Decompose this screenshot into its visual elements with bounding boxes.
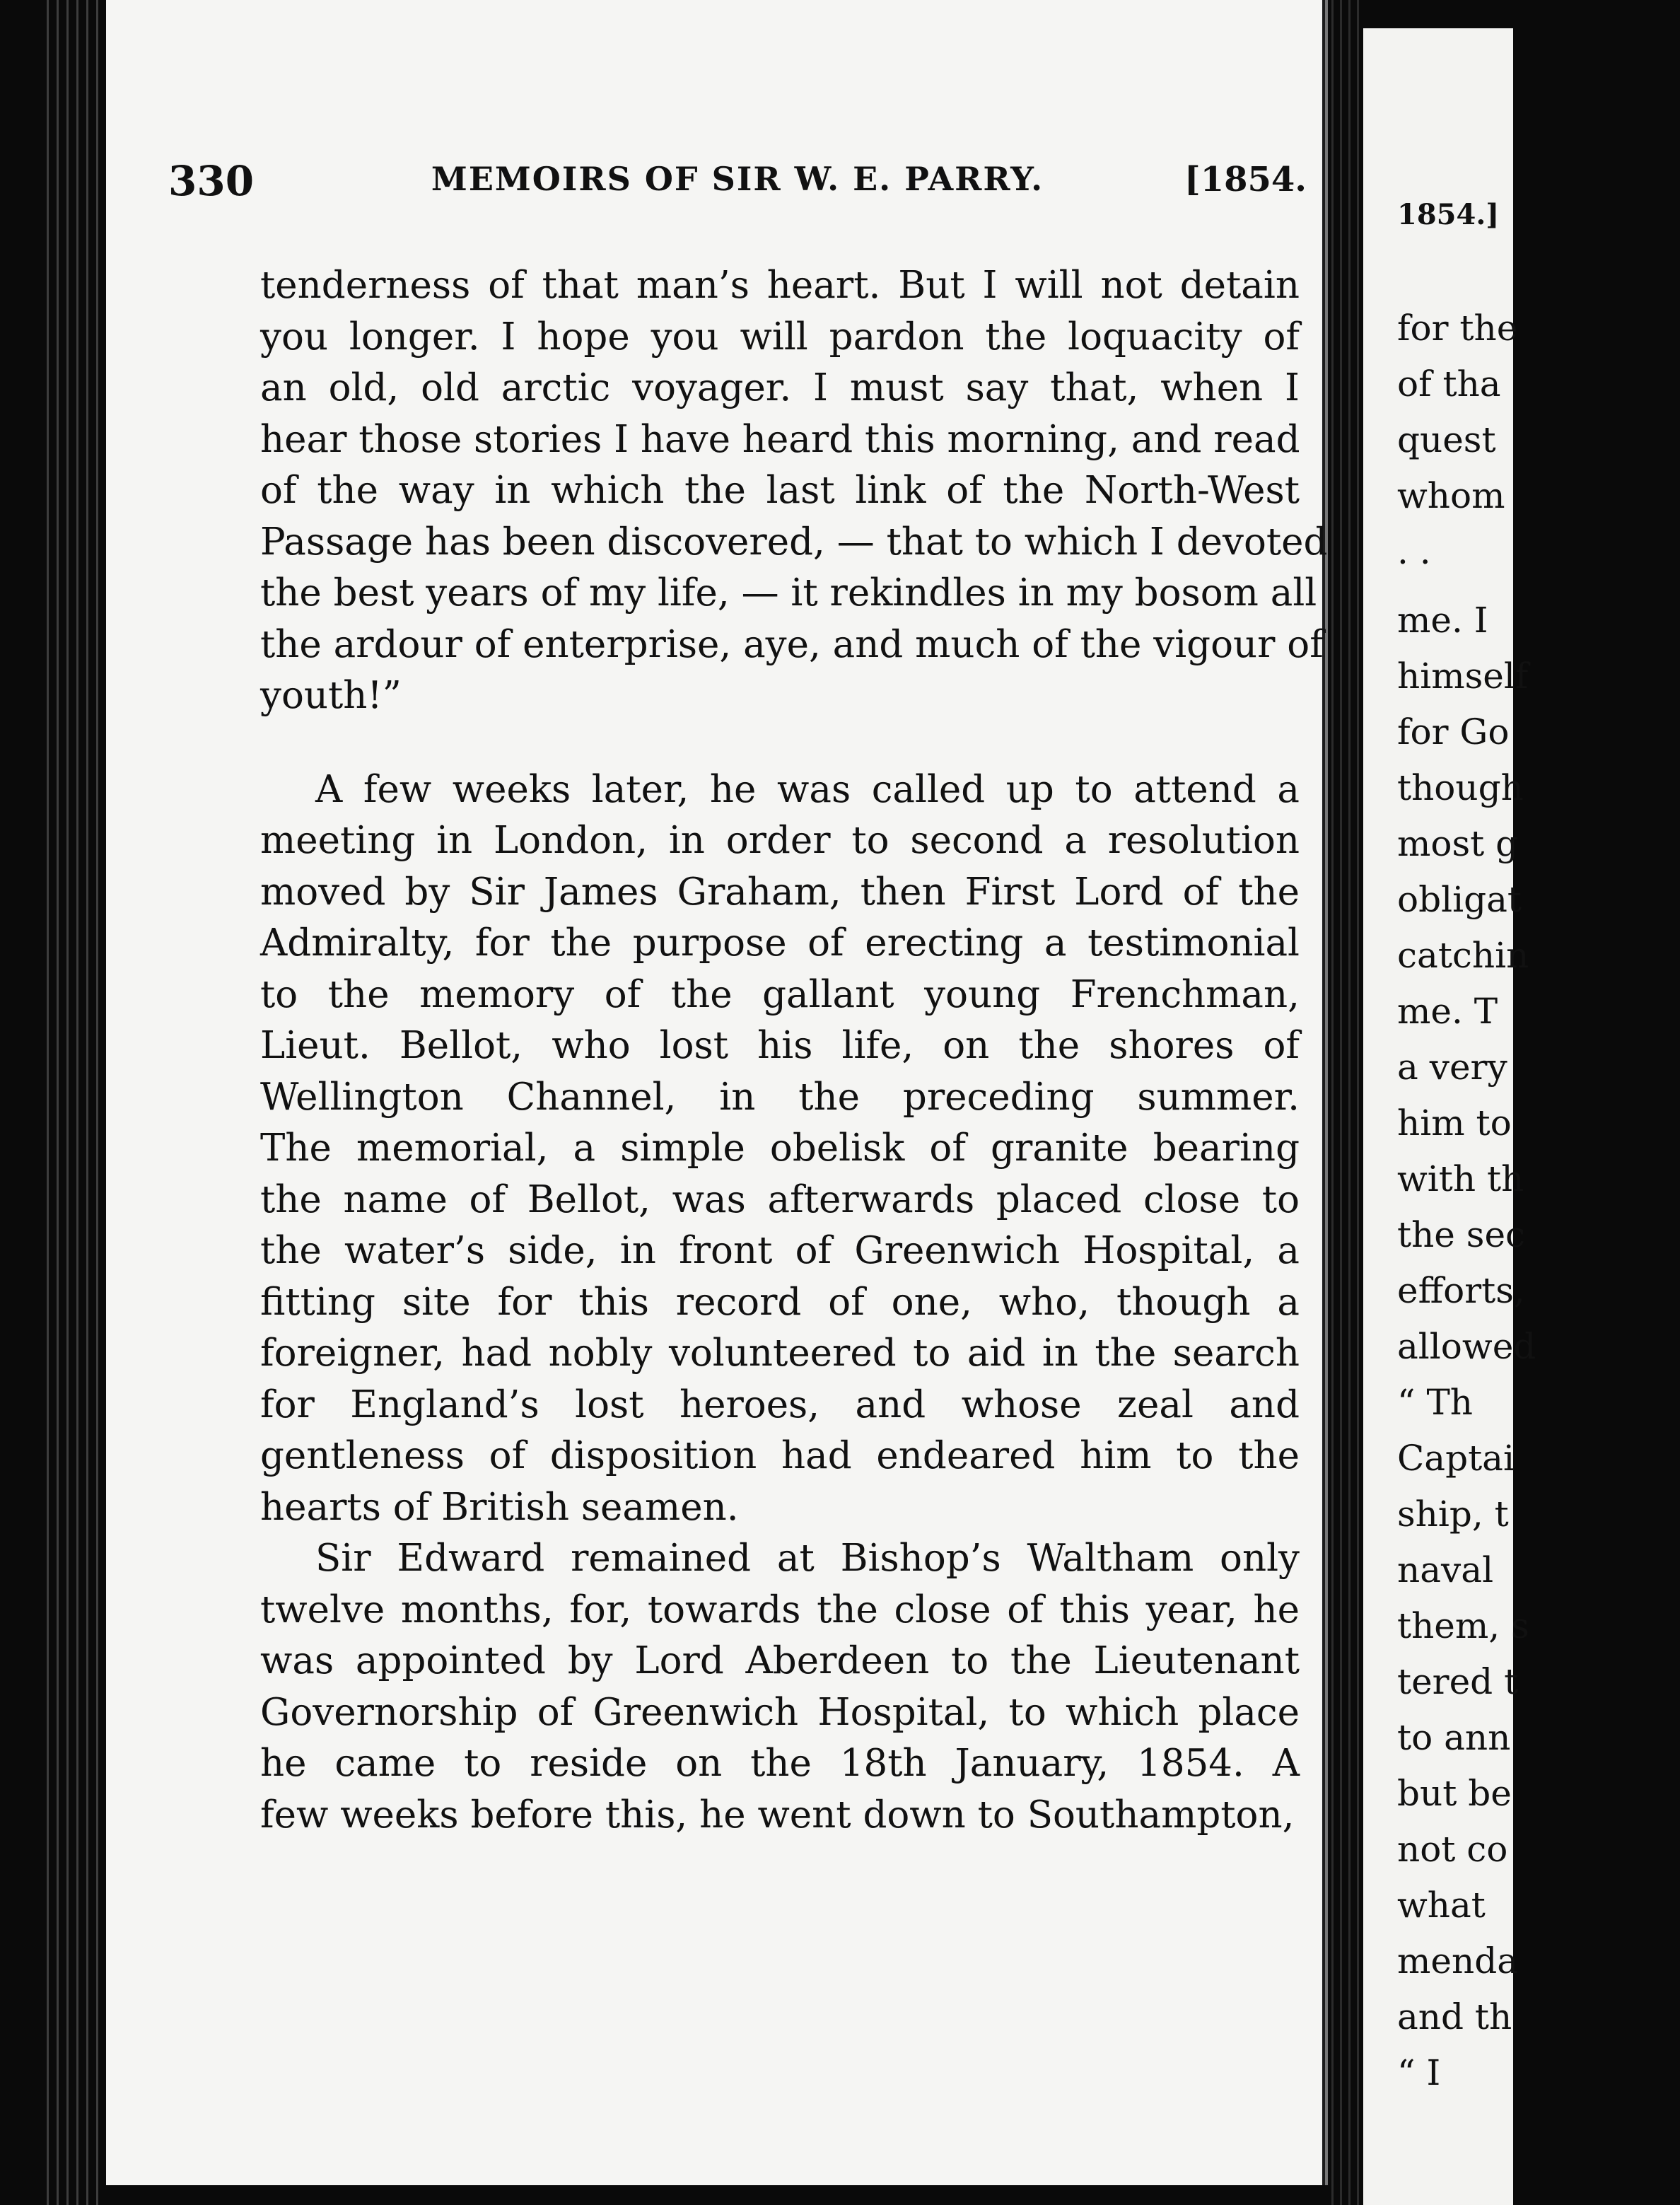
text-line: twelve months, for, towards the close of this year, he (260, 1588, 1300, 1631)
text-line: moved by Sir James Graham, then First Lord of the (260, 870, 1300, 914)
ellipsis-line: . . (1397, 531, 1431, 572)
text-line: though (1397, 767, 1524, 808)
text-line: but be (1397, 1773, 1512, 1814)
text-line: “ I (1397, 2052, 1441, 2093)
scan-left-edge-stripes (42, 0, 99, 2205)
text-line: them, s (1397, 1605, 1529, 1646)
text-line: gentleness of disposition had endeared him to the (260, 1434, 1300, 1477)
paragraph-2 (260, 764, 1300, 1534)
text-line: few weeks before this, he went down to Southampton, (260, 1793, 1295, 1837)
text-line: was appointed by Lord Aberdeen to the Lieutenant (260, 1639, 1300, 1682)
text-line: the name of Bellot, was afterwards placed close to (260, 1177, 1300, 1221)
text-line: “ Th (1397, 1382, 1474, 1423)
text-line: fitting site for this record of one, who, though a (260, 1280, 1300, 1324)
running-year: [1854. (1184, 160, 1307, 199)
text-line: to ann (1397, 1717, 1511, 1758)
text-line: Captai (1397, 1438, 1515, 1479)
text-line: what (1397, 1885, 1486, 1926)
text-line: of tha (1397, 363, 1501, 405)
text-line: catchin (1397, 935, 1529, 976)
text-line: the ardour of enterprise, aye, and much of the vigour of (260, 622, 1324, 666)
running-title: MEMOIRS OF SIR W. E. PARRY. (431, 160, 1044, 198)
text-line: foreigner, had nobly volunteered to aid in the search (260, 1332, 1300, 1375)
text-line: him to (1397, 1102, 1512, 1144)
text-line: me. T (1397, 991, 1498, 1032)
text-line: for England’s lost heroes, and whose zeal and (260, 1383, 1300, 1426)
text-line: youth!” (260, 674, 402, 717)
text-line: allowed (1397, 1326, 1536, 1367)
right-page (1363, 28, 1536, 2205)
text-line: not co (1397, 1829, 1508, 1870)
text-line: himself (1397, 656, 1529, 697)
text-line: an old, old arctic voyager. I must say that, when I (260, 366, 1300, 409)
text-line: The memorial, a simple obelisk of granite bearing (260, 1127, 1300, 1170)
right-running-year: 1854.] (1397, 198, 1500, 231)
right-page-text (1397, 301, 1680, 2101)
paragraph-1 (260, 260, 1328, 722)
text-line: hearts of British seamen. (260, 1485, 739, 1529)
text-line: the sec (1397, 1214, 1526, 1255)
text-line: Governorship of Greenwich Hospital, to which place (260, 1690, 1300, 1734)
text-line: the water’s side, in front of Greenwich Hospital, a (260, 1229, 1300, 1272)
text-line: Sir Edward remained at Bishop’s Waltham only (315, 1537, 1300, 1580)
running-head (168, 157, 1307, 214)
text-line: hear those stories I have heard this morning, and read (260, 417, 1300, 461)
text-line: of the way in which the last link of the North-West (260, 469, 1300, 512)
paragraph-3 (260, 1533, 1300, 1841)
text-line: Passage has been discovered, — that to which I devoted (260, 520, 1328, 564)
text-line: you longer. I hope you will pardon the loquacity of (260, 315, 1300, 359)
page-number: 330 (168, 157, 255, 205)
text-line: Admiralty, for the purpose of erecting a testimonial (260, 921, 1300, 965)
text-line: whom (1397, 475, 1505, 516)
text-line: for Go (1397, 711, 1510, 752)
text-line: to the memory of the gallant young Frenchman, (260, 972, 1300, 1016)
text-line: naval (1397, 1549, 1494, 1590)
text-line: efforts, (1397, 1270, 1525, 1311)
text-line: most g (1397, 823, 1519, 864)
text-line: tenderness of that man’s heart. But I will not detain (260, 264, 1300, 307)
text-line: with th (1397, 1158, 1524, 1199)
text-line: Lieut. Bellot, who lost his life, on the shores of (260, 1024, 1300, 1067)
text-line: tered t (1397, 1661, 1519, 1702)
text-line: menda (1397, 1941, 1519, 1982)
text-line: for the (1397, 308, 1518, 349)
body-text (260, 260, 1328, 1841)
text-line: me. I (1397, 600, 1488, 641)
text-line: Wellington Channel, in the preceding summer. (260, 1075, 1300, 1119)
paragraph-gap (260, 722, 1300, 764)
book-gutter (1328, 0, 1362, 2205)
text-line: and th (1397, 1996, 1512, 2037)
text-line: the best years of my life, — it rekindles in my bosom all (260, 571, 1317, 615)
paragraph-gap (1397, 580, 1680, 593)
text-line: A few weeks later, he was called up to attend a (315, 767, 1300, 811)
text-line: a very (1397, 1047, 1507, 1088)
text-line: quest (1397, 419, 1496, 460)
text-line: he came to reside on the 18th January, 1854. A (260, 1742, 1300, 1785)
text-line: ship, t (1397, 1494, 1509, 1535)
text-line: meeting in London, in order to second a resolution (260, 819, 1300, 862)
text-line: obligat (1397, 879, 1522, 920)
